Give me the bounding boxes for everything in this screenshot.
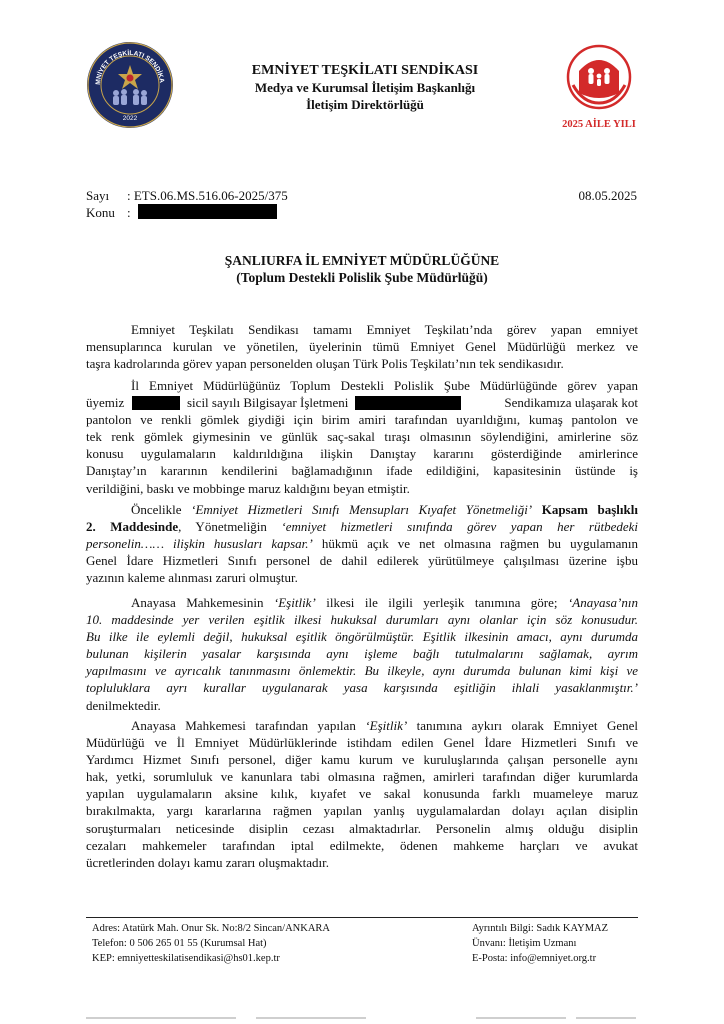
family-year-logo: [553, 41, 645, 133]
paragraph-3: [86, 501, 638, 586]
sicil-redaction: [132, 396, 180, 410]
p4-line: denilmektedir.: [86, 697, 161, 713]
p4-text: ilkesi ile ilgili yerleşik tanımına göre;: [315, 595, 568, 610]
letterhead: [200, 62, 530, 113]
family-year-caption: 2025 AİLE YILI: [562, 119, 636, 130]
footer-address: Adres: Atatürk Mah. Onur Sk. No:8/2 Sincan/ANKARA: [92, 923, 330, 934]
p2-line: pantolon ve renkli gömlek giydiği için birim amiri tarafından uyarıldığını, kumaş pantolon ve: [86, 412, 638, 428]
union-logo-year: 2022: [122, 115, 138, 122]
union-logo-ring-text: MNİYET TEŞKİLATI SENDİKA: [94, 49, 165, 86]
p5-line: cezaları mahkemeler tarafından iptal edilmekte, ödenen mahkeme harçları ve avukat: [86, 837, 638, 853]
p3-line: [86, 501, 638, 518]
p3-article: 2. Maddesinde: [86, 519, 179, 535]
footer-divider: [86, 917, 638, 918]
p3-quote: ‘emniyet hizmetleri sınıfında görev yapan her rütbedeki: [281, 519, 638, 535]
p5-line: Müdürlüğü ve İl Emniyet Müdürlüklerinde istihdam edilen Genel İdare Hizmetleri Sınıfı ve: [86, 735, 638, 751]
konu-label: Konu: [86, 205, 115, 220]
p5-line: [86, 717, 638, 734]
p2-text-a: üyemiz: [86, 395, 125, 411]
p1-line: Emniyet Teşkilatı Sendikası tamamı Emniyet Teşkilatı’nda görev yapan emniyet: [131, 322, 638, 337]
footer-kep: KEP: emniyetteskilatisendikasi@hs01.kep.tr: [92, 953, 280, 964]
p5-line: yapılan uygulamaların aksine kılık, kıyafet ve sakal konusunda farklı muameleye maruz: [86, 786, 638, 802]
p2-line-redacted: [86, 394, 638, 411]
paragraph-1: [86, 321, 638, 372]
konu-redaction: [138, 204, 277, 219]
p3-quote: personelin…… ilişkin hususları kapsar.’: [86, 536, 313, 552]
p5-line: Yardımcı Hizmet Sınıfı personel, diğer kamu kurum ve kuruluşlarında çalışan personelle aynı: [86, 752, 638, 768]
p5-term: ‘Eşitlik’: [365, 718, 408, 733]
footer-contact-title: Ünvanı: İletişim Uzmanı: [472, 938, 577, 949]
p2-line: İl Emniyet Müdürlüğünüz Toplum Destekli Polislik Şube Müdürlüğünde görev yapan: [131, 378, 638, 393]
org-name: EMNİYET TEŞKİLATI SENDİKASI: [251, 63, 479, 78]
p3-line: Genel İdare Hizmetleri Sınıfı personel de dahil edilerek yürütülmeye çalışılması üzerine işbu: [86, 553, 638, 569]
p5-line: hak, yetki, sorumluluk ve kanunlara tabi olmasına rağmen, amirleri tarafından diğer kurumlarda: [86, 769, 638, 785]
p2-line: verildiğini, baskı ve mobbinge maruz kaldığını beyan etmiştir.: [86, 480, 410, 496]
p4-quote: ‘Anayasa’nın: [567, 595, 638, 610]
konu-colon: :: [127, 205, 131, 220]
p4-quote-line: bulunan kişilerin yasalar karşısında aynı işleme bağlı tutulmalarını sağlamak, ayrım: [86, 646, 638, 662]
addressee-title: ŞANLIURFA İL EMNİYET MÜDÜRLÜĞÜNE: [224, 253, 500, 268]
p3-text: hükmü açık ve net olmasına rağmen bu uygulamanın: [312, 536, 638, 552]
addressee-subtitle: (Toplum Destekli Polislik Şube Müdürlüğü): [236, 270, 488, 285]
sayi-label: Sayı: [86, 188, 110, 203]
p2-line: tek renk gömlek giymesinin ve günlük saç-sakal tıraşı olmasının söylendiğini, amirlerine söz: [86, 429, 638, 445]
regulation-name: ‘Emniyet Hizmetleri Sınıfı Mensupları Kıyafet Yönetmeliği’: [191, 502, 533, 517]
p3-line: yazının kaleme alınması zaruri olmuştur.: [86, 570, 298, 586]
p1-line: taşra kadrolarında görev yapan personelden oluşan Türk Polis Teşkilatı’nın tek sendikasıdır.: [86, 356, 564, 372]
paragraph-2: [86, 377, 638, 497]
p3-line: [86, 518, 638, 535]
p5-text: Anayasa Mahkemesi tarafından yapılan: [131, 718, 366, 733]
p4-text: Anayasa Mahkemesinin: [131, 595, 274, 610]
paragraph-4: [86, 594, 638, 714]
p3-line: [86, 535, 638, 552]
p2-text-b: sicil sayılı Bilgisayar İşletmeni: [187, 395, 349, 411]
p4-quote-line: Bu ilke ile eylemli değil, hukuksal eşitlik öngörülmüştür. Eşitlik ilkesinin amacı, aynı durumda: [86, 629, 638, 645]
footer-email: E-Posta: info@emniyet.org.tr: [472, 953, 597, 964]
p4-quote-line: yapılmasını ve ayrıcalık tanınmasını önlemektir. Bu ilkeyle, aynı durumda bulunan kimi kişi ve: [86, 663, 638, 679]
document-date: 08.05.2025: [578, 188, 637, 203]
p5-text: tanımına aykırı olarak Emniyet Genel: [407, 718, 638, 733]
p4-quote-line: 10. maddesinde yer verilen eşitlik ilkesi hukuksal durumları aynı olanlar için söz konusudur.: [86, 612, 638, 628]
page-bleed-marks: [86, 1017, 638, 1020]
footer-phone: Telefon: 0 506 265 01 55 (Kurumsal Hat): [92, 938, 267, 949]
p2-line: Danıştay’ın kararının kendilerini bağlamadığının ifade edildiğini, kapasitesinin üstünde iş: [86, 463, 638, 479]
p4-quote-line: topluluklara ayrı kurallar uygulanarak yasa karşısında eşitliğin ihlali yasaklanmıştır.’: [86, 680, 638, 696]
p5-line: soruşturmaları neticesinde disiplin cezası almaktadırlar. Personelin almış olduğu disiplin: [86, 820, 638, 836]
p2-text-c: Sendikamıza ulaşarak kot: [504, 395, 638, 411]
p3-text: Öncelikle: [131, 502, 192, 517]
p1-line: mensuplarınca kurulan ve yönetilen, üyelerinin tümü Emniyet Genel Müdürlüğü merkez ve: [86, 339, 638, 355]
p2-line: konusu uygulamaların kaldırıldığına ilişkin Danıştay kararını gösterdiğinde amirlerince: [86, 446, 638, 462]
union-logo: [86, 41, 174, 129]
department-name: Medya ve Kurumsal İletişim Başkanlığı: [254, 80, 476, 95]
p5-line: bırakılmakta, yargı kararlarına rağmen yapılan yanlış uygulamalardan dolayı açılan disiplin: [86, 803, 638, 819]
p5-line: ücretlerinden dolayı kamu zararı oluşmaktadır.: [86, 854, 329, 870]
directorate-name: İletişim Direktörlüğü: [306, 97, 424, 112]
p4-line: [86, 594, 638, 611]
name-redaction: [355, 396, 461, 410]
p3-text: , Yönetmeliğin: [178, 519, 282, 535]
p3-bold: Kapsam başlıklı: [532, 502, 638, 517]
p4-term: ‘Eşitlik’: [273, 595, 316, 610]
footer-contact: Ayrıntılı Bilgi: Sadık KAYMAZ: [472, 923, 609, 934]
paragraph-5: [86, 717, 638, 871]
sayi-value: : ETS.06.MS.516.06-2025/375: [127, 188, 288, 203]
